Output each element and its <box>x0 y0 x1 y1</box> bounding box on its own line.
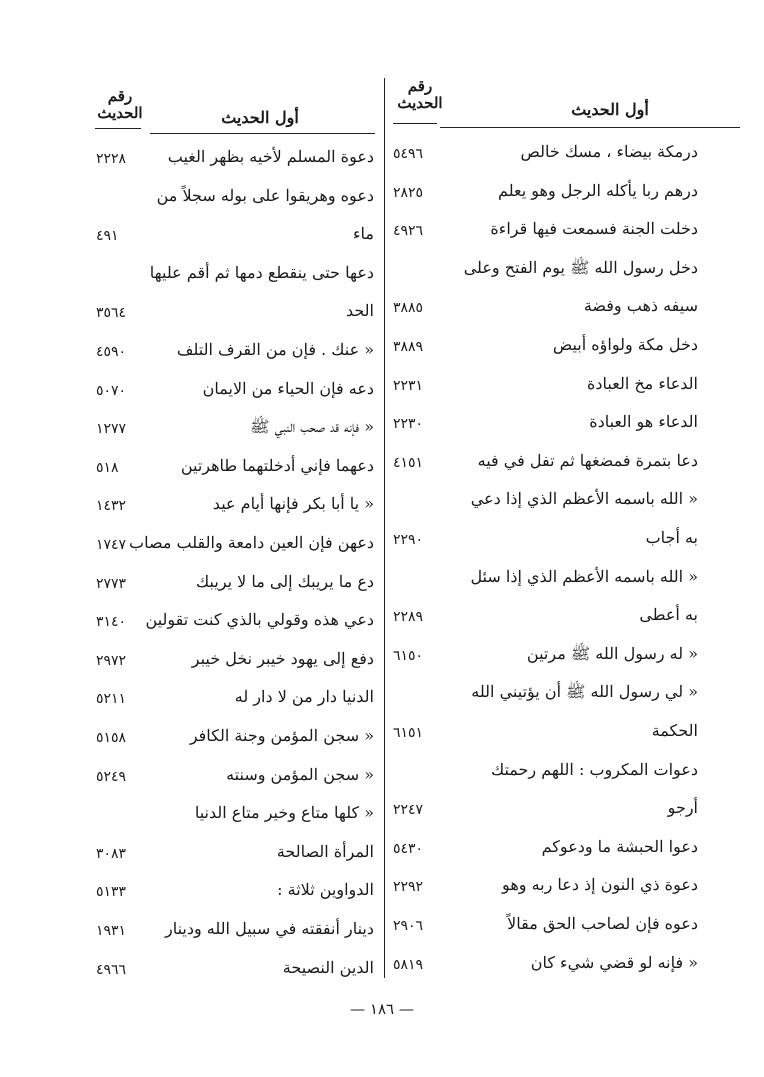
hadith-number: ٣٨٨٥ <box>393 300 424 317</box>
hadith-first-words: دعوه وهريقوا على بوله سجلاً من <box>156 185 374 205</box>
index-entry <box>393 680 698 710</box>
hadith-first-words: سيفه ذهب وفضة <box>583 296 698 316</box>
index-entry <box>393 449 698 479</box>
index-entry <box>96 878 374 908</box>
hadith-number: ١٩٣١ <box>96 923 127 939</box>
hadith-number: ٤١٥١ <box>393 454 424 471</box>
hadith-first-words: دعه فإن الحياء من الايمان <box>202 378 374 398</box>
right-header-first: أول الحديث <box>571 100 649 119</box>
index-entry <box>96 608 374 638</box>
index-entry <box>393 912 698 942</box>
hadith-number: ٦١٥٠ <box>393 647 424 664</box>
hadith-first-words: دفع إلى يهود خيبر نخل خيبر <box>191 648 374 668</box>
hadith-first-words: دعوة المسلم لأخيه بظهر الغيب <box>167 147 374 166</box>
index-entry <box>96 338 374 368</box>
hadith-first-words: دعهما فإني أدخلتهما طاهرتين <box>180 455 374 475</box>
hadith-first-words: « كلها متاع وخير متاع الدنيا <box>194 803 374 823</box>
hadith-first-words: « سجن المؤمن وجنة الكافر <box>189 726 374 745</box>
hadith-first-words: به أعطى <box>639 605 698 625</box>
index-entry <box>393 642 698 672</box>
index-entry <box>96 299 374 329</box>
hadith-number: ٥٢٤٩ <box>96 768 127 785</box>
left-column <box>0 0 385 1010</box>
left-header-underline <box>150 133 375 134</box>
hadith-number: ١٤٣٢ <box>96 498 127 515</box>
hadith-number: ١٧٤٧ <box>96 537 127 553</box>
hadith-number: ٤٥٩٠ <box>96 344 127 360</box>
index-entry <box>393 256 698 286</box>
hadith-number: ٢٩٠٦ <box>393 918 424 934</box>
hadith-number: ٥١٨ <box>96 459 119 476</box>
index-entry <box>393 372 698 402</box>
right-header-number: رقم الحديث <box>397 77 443 112</box>
index-entry <box>96 685 374 715</box>
index-entry <box>393 179 698 209</box>
index-entry <box>96 145 374 175</box>
hadith-number: ٥٠٧٠ <box>96 382 127 399</box>
hadith-number: ٤٩١ <box>96 228 119 245</box>
index-entry <box>96 377 374 407</box>
index-entry <box>393 758 698 788</box>
left-header-number-underline <box>95 128 141 129</box>
hadith-number: ٥٢١١ <box>96 691 127 708</box>
hadith-number: ٢٢٣١ <box>393 377 424 394</box>
index-entry <box>96 647 374 677</box>
hadith-number: ٣٨٨٩ <box>393 339 424 355</box>
hadith-number: ٢٢٤٧ <box>393 802 424 819</box>
index-entry <box>393 333 698 363</box>
hadith-number: ٢٩٧٢ <box>96 652 127 669</box>
hadith-number: ٥٤٩٦ <box>393 146 424 162</box>
hadith-number: ٢٢٣٠ <box>393 416 424 433</box>
index-entry <box>393 294 698 324</box>
index-entry <box>393 410 698 440</box>
index-entry <box>393 719 698 749</box>
hadith-first-words: درهم ربا يأكله الرجل وهو يعلم <box>498 180 698 200</box>
hadith-first-words: « يا أبا بكر فإنها أيام عيد <box>212 494 374 514</box>
right-header-number-underline <box>393 123 437 124</box>
hadith-first-words: « فإنه لو قضي شيء كان <box>530 952 698 972</box>
hadith-first-words: الحد <box>345 301 374 321</box>
hadith-number: ٤٩٢٦ <box>393 223 424 240</box>
index-entry <box>96 917 374 947</box>
hadith-number: ٣٠٨٣ <box>96 845 127 862</box>
index-entry <box>393 796 698 826</box>
index-entry <box>96 956 374 986</box>
index-entry <box>393 526 698 556</box>
hadith-first-words: دخلت الجنة فسمعت فيها قراءة <box>490 219 698 239</box>
hadith-first-words: دعوات المكروب : اللهم رحمتك <box>490 759 698 779</box>
hadith-first-words: دع ما يريبك إلى ما لا يريبك <box>196 571 374 591</box>
hadith-first-words: دعها حتى ينقطع دمها ثم أقم عليها <box>149 262 374 282</box>
hadith-number: ٢٢٩٢ <box>393 879 424 896</box>
right-column <box>385 0 764 1010</box>
index-entry <box>96 840 374 870</box>
hadith-number: ٥١٣٣ <box>96 884 127 901</box>
hadith-number: ٢٨٢٥ <box>393 184 424 201</box>
hadith-first-words: « سجن المؤمن وسنته <box>226 764 374 784</box>
hadith-first-words: دخل مكة ولواؤه أبيض <box>552 335 698 354</box>
hadith-first-words: الحكمة <box>651 721 698 740</box>
hadith-first-words: « عنك . فإن من القرف التلف <box>176 340 374 359</box>
hadith-first-words: الدنيا دار من لا دار له <box>234 687 374 707</box>
hadith-first-words: دعوا الحبشة ما ودعوكم <box>541 836 698 856</box>
index-entry <box>96 492 374 522</box>
hadith-first-words: المرأة الصالحة <box>276 841 374 861</box>
left-header-first: أول الحديث <box>221 108 299 127</box>
hadith-first-words: « الله باسمه الأعظم الذي إذا دعي <box>470 489 698 509</box>
index-entry <box>96 184 374 214</box>
hadith-first-words: دعا بتمرة فمضغها ثم تفل في فيه <box>477 450 698 470</box>
hadith-first-words: دخل رسول الله ﷺ يوم الفتح وعلى <box>463 257 698 277</box>
hadith-number: ٥٨١٩ <box>393 956 424 973</box>
index-entry <box>393 487 698 517</box>
index-entry <box>393 217 698 247</box>
index-entry <box>393 565 698 595</box>
hadith-first-words: دعوة ذي النون إذ دعا ربه وهو <box>502 875 698 895</box>
hadith-first-words: دعوه فإن لصاحب الحق مقالاً <box>507 914 698 933</box>
hadith-first-words: الدين النصيحة <box>282 957 374 977</box>
index-entry <box>96 763 374 793</box>
right-header-underline <box>440 127 740 128</box>
hadith-first-words: ماء <box>353 224 374 244</box>
hadith-number: ٥٤٣٠ <box>393 840 424 857</box>
hadith-number: ٢٢٩٠ <box>393 532 424 548</box>
hadith-number: ٦١٥١ <box>393 725 424 741</box>
index-entry <box>96 570 374 600</box>
hadith-first-words: الدواوين ثلاثة : <box>277 880 374 900</box>
index-entry <box>96 531 374 561</box>
index-entry <box>393 951 698 981</box>
hadith-number: ٢٢٨٩ <box>393 609 424 626</box>
hadith-number: ٢٧٧٣ <box>96 575 127 592</box>
hadith-first-words: به أجاب <box>645 528 698 547</box>
index-entry <box>96 261 374 291</box>
hadith-first-words: « له رسول الله ﷺ مرتين <box>526 643 698 663</box>
hadith-number: ١٢٧٧ <box>96 421 127 438</box>
hadith-first-words: دعي هذه وقولي بالذي كنت تقولين <box>145 610 374 630</box>
hadith-first-words: أرجو <box>667 798 698 818</box>
index-entry <box>393 603 698 633</box>
hadith-first-words: « الله باسمه الأعظم الذي إذا سئل <box>470 566 698 586</box>
index-entry <box>96 724 374 754</box>
left-header-number: رقم الحديث <box>97 87 143 122</box>
index-entry <box>96 222 374 252</box>
index-entry <box>96 801 374 831</box>
hadith-number: ٥١٥٨ <box>96 730 127 746</box>
hadith-first-words: الدعاء هو العبادة <box>589 412 698 432</box>
hadith-first-words: دينار أنفقته في سبيل الله ودينار <box>164 919 374 938</box>
hadith-first-words: دعهن فإن العين دامعة والقلب مصاب <box>129 533 374 552</box>
hadith-number: ٣٥٦٤ <box>96 305 127 322</box>
page-number: — ١٨٦ — <box>350 1000 414 1018</box>
index-entry <box>393 873 698 903</box>
hadith-number: ٤٩٦٦ <box>96 961 127 978</box>
hadith-first-words: درمكة بيضاء ، مسك خالص <box>520 142 698 161</box>
hadith-first-words: « فإنه قد صحب النبي ﷺ <box>250 417 374 437</box>
hadith-first-words: « لي رسول الله ﷺ أن يؤتيني الله <box>471 682 698 702</box>
hadith-number: ٣١٤٠ <box>96 614 127 631</box>
index-entry <box>96 415 374 445</box>
index-entry <box>393 835 698 865</box>
hadith-number: ٢٢٢٨ <box>96 151 127 167</box>
hadith-first-words: الدعاء مخ العبادة <box>587 373 698 393</box>
index-entry <box>393 140 698 170</box>
index-entry <box>96 454 374 484</box>
